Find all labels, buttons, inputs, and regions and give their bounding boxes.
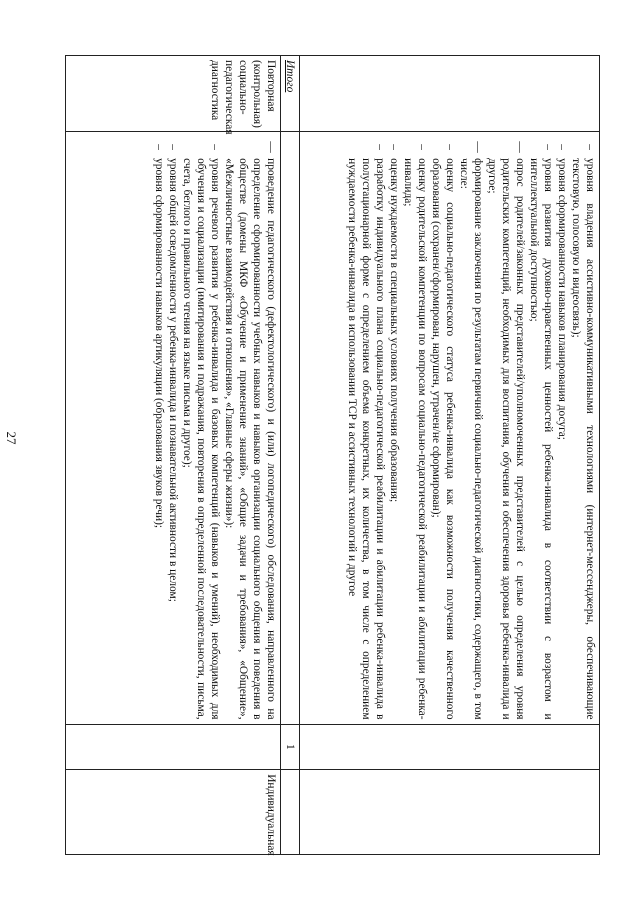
list-item bbox=[152, 136, 166, 719]
list-item-text: уровня сформированности навыков планирования досуга; bbox=[556, 158, 568, 440]
list-item bbox=[569, 136, 597, 719]
row-repeat-type: Индивидуальная bbox=[66, 770, 281, 855]
itogo-empty-2 bbox=[281, 770, 300, 855]
list-item bbox=[222, 136, 278, 719]
list-marker: – bbox=[584, 144, 596, 150]
list-item bbox=[401, 136, 429, 719]
row-top-content bbox=[300, 132, 600, 724]
list-marker: – bbox=[167, 144, 179, 150]
table-row bbox=[66, 56, 281, 855]
list-item-text: уровня сформированности навыков артикуляции (образования звуков речи); bbox=[153, 158, 165, 529]
page-number: 27 bbox=[4, 431, 19, 445]
list-item bbox=[429, 136, 457, 719]
list-marker: – bbox=[444, 144, 456, 150]
list-item bbox=[485, 136, 527, 719]
table-row bbox=[300, 56, 600, 855]
list-item-text: уровня развития духовно-нравственных ценностей ребенка-инвалида в соответствии с возрастом и интеллектуальной доступностью; bbox=[528, 158, 554, 720]
rotated-table-sheet bbox=[40, 55, 600, 855]
list-marker: – bbox=[556, 144, 568, 150]
services-table bbox=[65, 55, 600, 855]
table-row-itogo bbox=[281, 56, 300, 855]
list-marker: – bbox=[388, 144, 400, 150]
list-marker: – bbox=[542, 144, 554, 150]
row-repeat-col3 bbox=[66, 724, 281, 770]
list-item-text: уровня владения ассистивно-коммуникативными технологиями (интернет-мессенджеры, обеспечивающие текстовую, голосовую и видеосвязь); bbox=[570, 158, 596, 720]
list-item-text: оценку нуждаемости в специальных условиях получения образования; bbox=[388, 158, 400, 503]
list-item bbox=[166, 136, 180, 719]
list-item-text: проведение педагогического (дефектологического) и (или) логопедического) обследования, направленного на определение сформированности учебных навыков и навыков организации социального общения и поведения в обществе (домены МКФ «Обучение и применение знаний», «Общие задачи и требования», «Общение», «Межличностные взаимодействия и отношения», «Главные сферы жизни»): bbox=[223, 158, 277, 720]
list-marker: – bbox=[416, 144, 428, 150]
itogo-empty bbox=[281, 132, 300, 724]
list-item-text: разработку индивидуального плана социально-педагогической реабилитации и абилитации ребенка-инвалида в полустационарной форме с определением объема конкретных, их количества, в том числе с определением нуждаемости ребенка-инвалида в использовании ТСР и ассистивных технологий и другое bbox=[346, 158, 386, 720]
list-item bbox=[387, 136, 401, 719]
list-marker: — bbox=[472, 141, 484, 153]
row-repeat-title: Повторная (контрольная) социально-педагогическая диагностика bbox=[66, 56, 281, 132]
row-top-col1 bbox=[300, 56, 600, 132]
list-item-text: оценку родительской компетенции по вопросам социально-педагогической реабилитации и абилитации ребенка-инвалида; bbox=[402, 158, 428, 720]
row-top-col4 bbox=[300, 770, 600, 855]
list-marker: — bbox=[265, 141, 277, 153]
list-item-text: оценку социально-педагогического статуса ребенка-инвалида как возможности получения качественного образования (сохранен/сформирован, нарушен, утрачен/не сформирован); bbox=[430, 158, 456, 720]
list-marker: — bbox=[514, 141, 526, 153]
row-top-col3 bbox=[300, 724, 600, 770]
list-marker: – bbox=[374, 144, 386, 150]
list-item-text: опрос родителей/законных представителей/уполномоченных представителей с целью определения уровня родительских компетенций, необходимых для воспитания, обучения и обеспечения здоровья ребенка-инвалида и другое; bbox=[486, 158, 526, 720]
list-marker: – bbox=[209, 144, 221, 150]
list-item bbox=[180, 136, 222, 719]
list-marker: – bbox=[153, 144, 165, 150]
list-item bbox=[457, 136, 485, 719]
list-item-text: уровня речевого развития у ребенка-инвалида и базовых компетенций (навыков и умений), необходимых для обучения и социализации (имитирования и подражания, повторения в определенной последовательности, письма, счета, беглого и правильного чтения на языке письма и другое); bbox=[181, 158, 221, 720]
list-item bbox=[345, 136, 387, 719]
itogo-label: Итого bbox=[281, 56, 300, 132]
list-item bbox=[527, 136, 555, 719]
row-repeat-content bbox=[66, 132, 281, 724]
list-item bbox=[555, 136, 569, 719]
list-item-text: уровня общей осведомленности у ребенка-инвалида и познавательной активности в целом; bbox=[167, 158, 179, 602]
list-item-text: формирование заключения по результатам первичной социально-педагогической диагностики, содержащего, в том числе: bbox=[458, 158, 484, 720]
itogo-count: 1 bbox=[281, 724, 300, 770]
